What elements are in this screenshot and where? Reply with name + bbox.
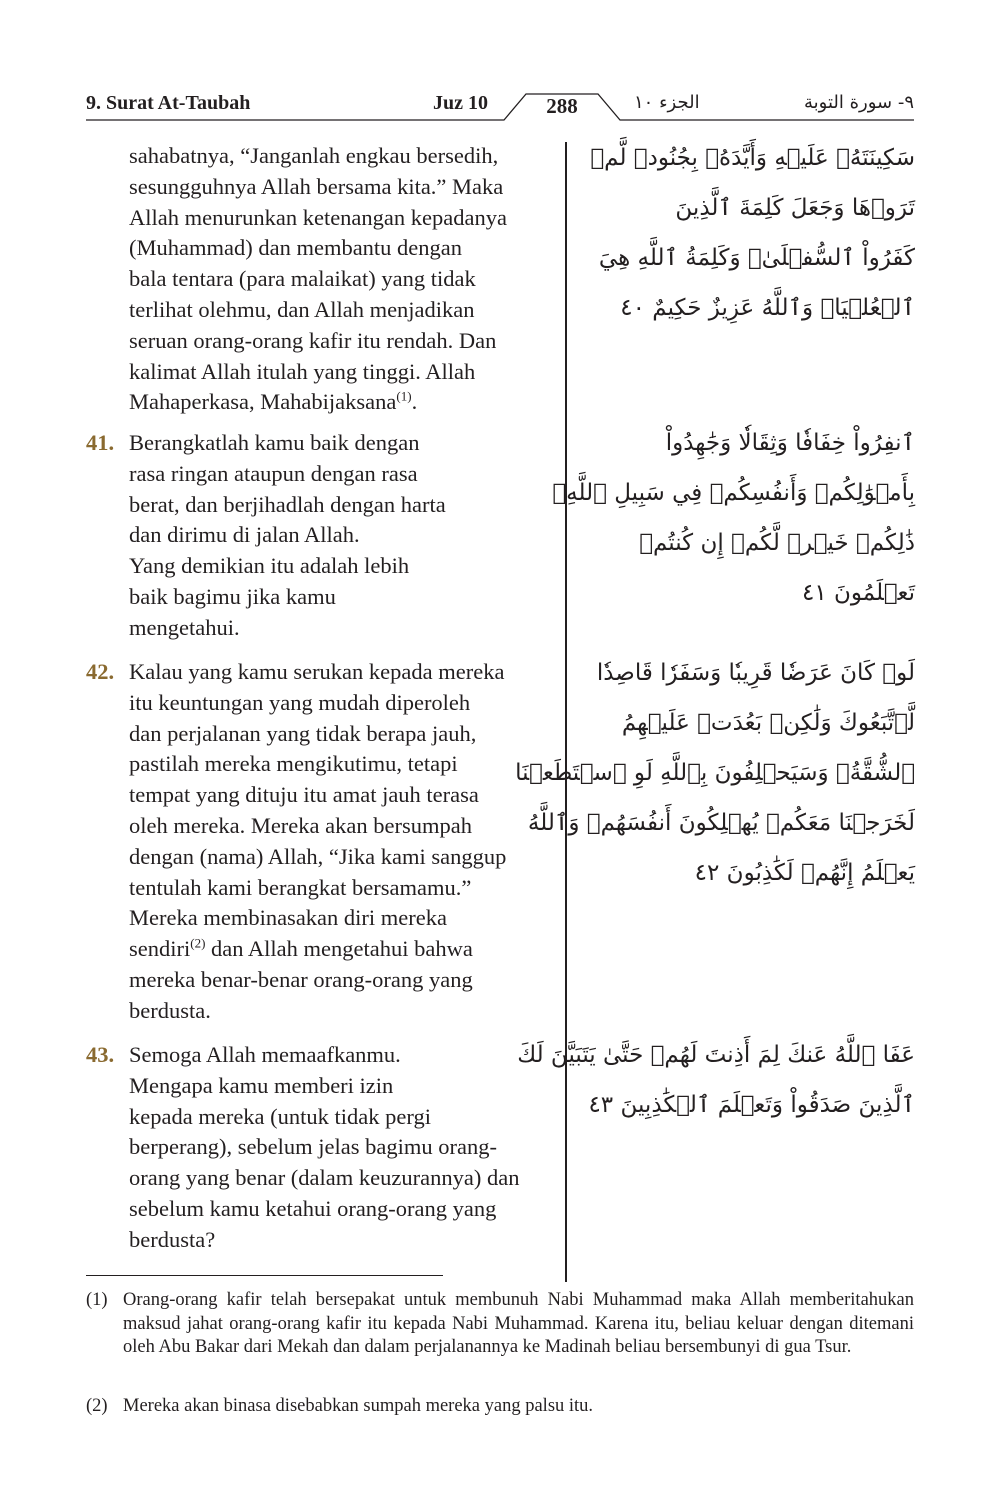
surah-title-arabic: ٩- سورة التوبة (804, 92, 914, 113)
verse-text: Berangkatlah kamu baik dengan rasa ringan ataupun dengan rasa berat, dan berjihadlah dengan harta dan dirimu di jalan Allah. Yang demikian itu adalah lebih baik bagimu jika kamu mengetahui. (129, 430, 446, 640)
footnote-2 (86, 1395, 914, 1419)
arabic-line: ٱلَّذِينَ صَدَقُواْ وَتَعۡلَمَ ٱلۡكَٰذِبِينَ ٤٣ (588, 1092, 915, 1118)
footnote-text: Mereka akan binasa disebabkan sumpah mereka yang palsu itu. (123, 1396, 594, 1416)
page-header (86, 88, 914, 124)
footnote-ref: (1) (396, 388, 412, 404)
arabic-line: كَفَرُواْ ٱلسُّفۡلَىٰۗ وَكَلِمَةُ ٱللَّهِ هِيَ (598, 245, 915, 271)
arabic-line: تَعۡلَمُونَ ٤١ (801, 580, 915, 606)
page-number: 288 (546, 94, 578, 118)
footnote-label: (2) (86, 1396, 108, 1416)
arabic-line: لَخَرَجۡنَا مَعَكُمۡ يُهۡلِكُونَ أَنفُسَهُمۡ وَٱللَّهُ (527, 810, 915, 836)
footnote-text: Orang-orang kafir telah bersepakat untuk membunuh Nabi Muhammad maka Allah memberitahukan maksud jahat orang-orang kafir itu kepada Nabi Muhammad. Karena itu, beliau keluar dengan ditemani oleh Abu Bakar dari Mekah dan dalam perjalanannya ke Madinah beliau bersembunyi di gua Tsur. (123, 1290, 914, 1357)
footnote-label: (1) (86, 1290, 108, 1310)
footnote-ref: (2) (190, 935, 206, 951)
juz-label-arabic: الجزء ١٠ (634, 92, 700, 113)
surah-title-latin: 9. Surat At-Taubah (86, 92, 251, 114)
footnote-1 (86, 1289, 914, 1360)
arabic-line: ٱنفِرُواْ خِفَافٗا وَثِقَالٗا وَجَٰهِدُواْ (665, 430, 915, 456)
arabic-line: يَعۡلَمُ إِنَّهُمۡ لَكَٰذِبُونَ ٤٢ (694, 860, 915, 886)
verse-text: Semoga Allah memaafkanmu. Mengapa kamu memberi izin kepada mereka (untuk tidak pergi berperang), sebelum jelas bagimu orang- orang yang benar (dalam keuzurannya) dan sebelum kamu ketahui orang-orang yang berdusta? (129, 1042, 520, 1252)
verse-text-end: dan Allah mengetahui bahwa mereka benar-benar orang-orang yang berdusta. (129, 936, 473, 1023)
arabic-line: عَفَا ٱللَّهُ عَنكَ لِمَ أَذِنتَ لَهُمۡ حَتَّىٰ يَتَبَيَّنَ لَكَ (517, 1042, 915, 1068)
arabic-line: بِأَمۡوَٰلِكُمۡ وَأَنفُسِكُمۡ فِي سَبِيلِ ٱللَّهِۚ (552, 480, 915, 506)
verse-43-arabic (517, 1030, 915, 1130)
verse-41-translation (86, 428, 558, 644)
verse-42-translation (86, 657, 558, 1027)
arabic-line: ٱلشُّقَّةُۚ وَسَيَحۡلِفُونَ بِٱللَّهِ لَوِ ٱسۡتَطَعۡنَا (515, 760, 915, 786)
verse-number: 42. (86, 659, 115, 684)
footnote-rule (86, 1275, 443, 1276)
verse-40-arabic (585, 133, 915, 333)
verse-41-arabic (552, 418, 915, 618)
verse-number: 41. (86, 430, 115, 455)
arabic-line: لَوۡ كَانَ عَرَضٗا قَرِيبٗا وَسَفَرٗا قَاصِدٗا (596, 660, 915, 686)
arabic-line: لَّٱتَّبَعُوكَ وَلَٰكِنۢ بَعُدَتۡ عَلَيۡهِمُ (621, 710, 915, 736)
verse-text: sahabatnya, “Janganlah engkau bersedih, sesungguhnya Allah bersama kita.” Maka Allah menurunkan ketenangan kepadanya (Muhammad) dan membantu dengan bala tentara (para malaikat) yang tidak terlihat olehmu, dan Allah menjadikan seruan orang-orang kafir itu rendah. Dan kalimat Allah itulah yang tinggi. Allah Mahaperkasa, Mahabijaksana (129, 143, 507, 415)
verse-text: Kalau yang kamu serukan kepada mereka itu keuntungan yang mudah diperoleh dan perjalanan yang tidak berapa jauh, pastilah mereka mengikutimu, tetapi tempat yang dituju itu amat jauh terasa oleh mereka. Mereka akan bersumpah dengan (nama) Allah, “Jika kami sanggup tentulah kami berangkat bersamamu.” Mereka membinasakan diri mereka sendiri (129, 659, 507, 962)
arabic-line: ذَٰلِكُمۡ خَيۡرٞ لَّكُمۡ إِن كُنتُمۡ (639, 530, 915, 556)
arabic-line: ٱلۡعُلۡيَاۗ وَٱللَّهُ عَزِيزٌ حَكِيمٌ ٤٠ (620, 295, 915, 321)
verse-42-arabic (515, 648, 915, 898)
arabic-line: تَرَوۡهَا وَجَعَلَ كَلِمَةَ ٱلَّذِينَ (675, 195, 915, 221)
verse-43-translation (86, 1040, 558, 1256)
verse-text-end: . (411, 389, 418, 415)
arabic-line: سَكِينَتَهُۥ عَلَيۡهِ وَأَيَّدَهُۥ بِجُنُودٖ لَّمۡ (590, 145, 915, 171)
juz-label-latin: Juz 10 (433, 92, 488, 114)
column-divider (565, 142, 567, 1282)
verse-40-translation (86, 141, 558, 418)
verse-number: 43. (86, 1042, 115, 1067)
